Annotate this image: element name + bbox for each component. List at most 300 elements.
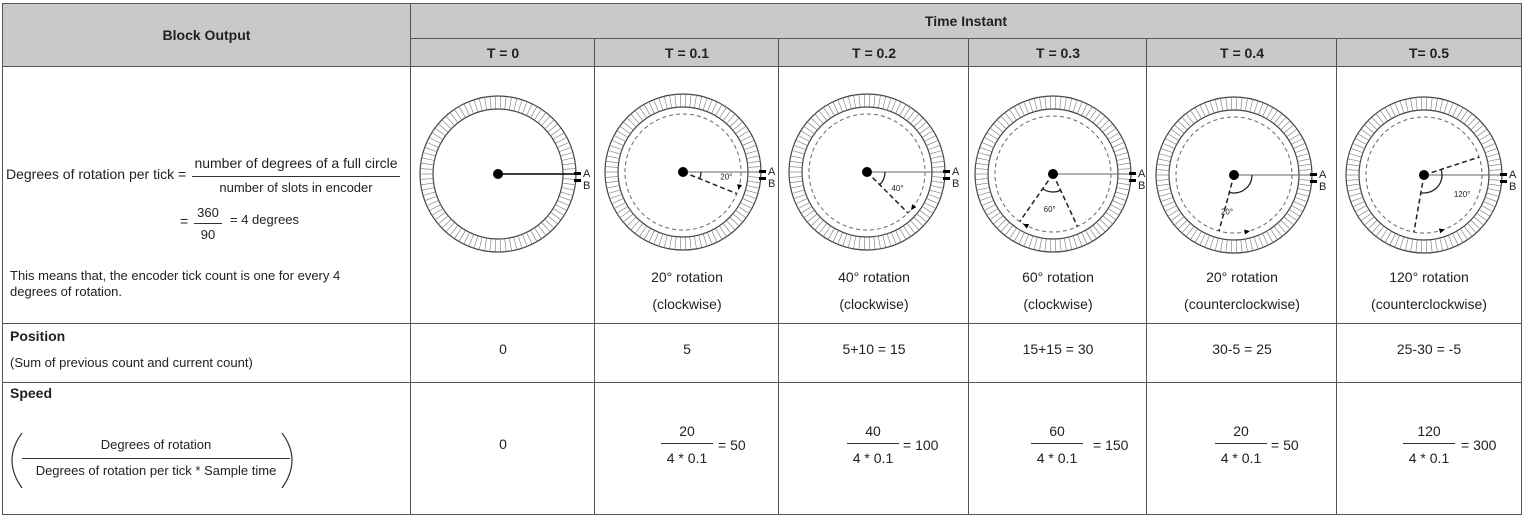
encoder-slot (707, 232, 712, 244)
encoder-slot (796, 198, 808, 203)
encoder-slot (1118, 169, 1131, 170)
encoder-slot (1001, 222, 1010, 232)
encoder-slot (562, 188, 575, 191)
speed-numerator: 120 (1417, 423, 1441, 439)
encoder-slot (1267, 107, 1274, 118)
direction-arrow (1023, 224, 1029, 229)
encoder-center-dot (862, 167, 872, 177)
encoder-slot (1009, 228, 1016, 239)
encoder-slot (1474, 217, 1484, 225)
encoder-slot (719, 226, 726, 237)
encoder-slot (559, 147, 571, 151)
encoder-slot (878, 95, 880, 108)
encoder-slot (789, 167, 802, 168)
encoder-slot (534, 228, 541, 239)
encoder-slot (1064, 97, 1066, 110)
encoder-center-dot (1229, 170, 1239, 180)
encoder-slot (1045, 239, 1046, 252)
encoder-slot (1108, 208, 1119, 215)
encoder-slot (1019, 232, 1025, 244)
encoder-slot (990, 212, 1001, 220)
encoder-slot (807, 122, 817, 130)
header-time-label: T = 0.1 (665, 44, 709, 61)
encoder-slot (1186, 226, 1194, 236)
encoder-center-dot (493, 169, 503, 179)
encoder-note-line2: degrees of rotation. (10, 284, 123, 299)
encoder-slot (429, 137, 440, 143)
encoder-slot (422, 188, 435, 191)
sensor-b-label: B (1509, 181, 1517, 193)
speed-denominator: 4 * 0.1 (1220, 450, 1262, 466)
encoder-slot (907, 223, 915, 233)
encoder-slot (659, 234, 663, 246)
encoder-slot (1293, 143, 1305, 148)
encoder-slot (1488, 159, 1501, 162)
encoder-slot (612, 140, 624, 145)
encoder-slot (425, 196, 437, 200)
encoder-slot (1060, 239, 1061, 252)
encoder-slot (801, 206, 812, 213)
encoder-slot (610, 145, 622, 149)
sensor-a-label: A (952, 166, 960, 178)
header-time-label: T = 0.4 (1220, 44, 1264, 61)
position-value: 25-30 = -5 (1396, 341, 1462, 357)
encoder-slot (1171, 213, 1182, 221)
encoder-slot (726, 114, 735, 124)
encoder-slot (980, 147, 992, 151)
encoder-slot (1073, 100, 1077, 112)
encoder-slot (1112, 142, 1124, 147)
encoder-slot (707, 100, 712, 112)
encoder-slot (978, 192, 990, 196)
encoder-slot (1258, 103, 1263, 115)
encoder-slot (1254, 237, 1258, 249)
encoder-slot (563, 179, 576, 180)
encoder-slot (1156, 170, 1169, 171)
sensor-a-label: A (1509, 169, 1517, 181)
encoder-slot (420, 179, 433, 180)
sensor-a-label: A (1138, 168, 1146, 180)
encoder-slot (1284, 217, 1294, 225)
encoder-slot (649, 230, 655, 242)
encoder-slot (1262, 233, 1268, 245)
encoder-slot (1093, 225, 1101, 235)
encoder-slot (608, 190, 620, 194)
encoder-slot (1215, 238, 1218, 251)
speed-numerator: 40 (865, 423, 881, 439)
encoder-slot (649, 102, 655, 114)
encoder-slot (627, 217, 636, 226)
encoder-slot (1161, 148, 1173, 152)
encoder-slot (607, 186, 620, 189)
grid-line (2, 514, 1522, 515)
angle-label: 60° (1043, 204, 1056, 214)
encoder-slot (505, 96, 506, 109)
header-time-label: T = 0.2 (852, 44, 896, 61)
encoder-slot (931, 181, 944, 183)
encoder-slot (1464, 226, 1472, 236)
encoder-slot (1293, 201, 1305, 206)
encoder-center-dot (1419, 170, 1429, 180)
encoder-slot (742, 140, 754, 145)
encoder-slot (807, 214, 817, 222)
encoder-slot (1178, 121, 1187, 130)
encoder-slot (1488, 164, 1501, 166)
encoder-wheel (420, 96, 591, 252)
encoder-slot (664, 96, 667, 109)
encoder-slot (562, 183, 575, 185)
encoder-slot (553, 208, 564, 215)
encoder-slot (1452, 105, 1458, 117)
encoder-slot (823, 226, 830, 237)
encoder-slot (464, 104, 470, 116)
encoder-slot (1358, 209, 1369, 216)
encoder-slot (1400, 237, 1404, 249)
encoder-slot (1380, 110, 1387, 121)
header-time-label: T= 0.5 (1408, 44, 1450, 61)
encoder-slot (1368, 121, 1377, 130)
encoder-slot (541, 116, 550, 126)
encoder-slot (474, 236, 478, 248)
encoder-slot (438, 216, 448, 224)
encoder-slot (976, 163, 989, 165)
encoder-slot (1086, 106, 1093, 117)
encoder-slot (548, 124, 558, 132)
encoder-slot (929, 151, 941, 155)
encoder-slot (733, 122, 743, 130)
encoder-slot (984, 137, 995, 143)
encoder-slot (928, 194, 940, 198)
equation-denominator: 90 (200, 227, 216, 242)
rotation-direction: (clockwise) (1023, 296, 1093, 312)
encoder-slot (690, 237, 691, 250)
encoder-slot (997, 120, 1006, 129)
encoder-slot (993, 216, 1003, 224)
encoder-slot (859, 94, 860, 107)
encoder-slot (635, 223, 643, 233)
sensor-a-mark (759, 170, 766, 173)
start-position-line (1424, 157, 1479, 175)
formula-numerator: number of degrees of a full circle (194, 155, 398, 171)
encoder-slot (1250, 238, 1253, 251)
encoder-slot (711, 230, 717, 242)
sensor-b-label: B (768, 178, 776, 190)
encoder-slot (1348, 159, 1361, 162)
encoder-slot (427, 200, 439, 205)
encoder-slot (1114, 196, 1126, 200)
encoder-slot (924, 203, 935, 209)
encoder-slot (562, 163, 575, 165)
formula-denominator: number of slots in encoder (219, 180, 373, 195)
encoder-slot (1355, 206, 1366, 212)
encoder-slot (1115, 192, 1127, 196)
angle-label: 40° (891, 184, 904, 194)
encoder-slot (1156, 180, 1169, 181)
speed-fraction-line (1215, 443, 1267, 444)
encoder-slot (931, 156, 944, 159)
encoder-slot (910, 114, 919, 124)
encoder-slot (669, 236, 671, 249)
encoder-slot (895, 230, 901, 242)
encoder-slot (833, 230, 839, 242)
encoder-slot (1416, 240, 1417, 253)
encoder-slot (1157, 164, 1170, 166)
encoder-slot (623, 122, 633, 130)
encoder-slot (1390, 233, 1396, 245)
encoder-slot (853, 236, 855, 249)
encoder-slot (1298, 164, 1311, 166)
encoder-slot (883, 96, 886, 109)
encoder-slot (819, 223, 827, 233)
encoder-slot (745, 190, 757, 194)
encoder-slot (1112, 200, 1124, 205)
encoder-slot (1291, 206, 1302, 212)
encoder-slot (1281, 220, 1290, 229)
encoder-slot (484, 97, 486, 110)
encoder-slot (421, 163, 434, 165)
encoder-slot (531, 106, 538, 117)
encoder-slot (1483, 201, 1495, 206)
encoder-slot (1001, 116, 1010, 126)
encoder-slot (1270, 229, 1277, 240)
encoder-slot (843, 98, 847, 110)
rotated-position-line (1219, 175, 1234, 231)
encoder-slot (747, 161, 760, 163)
encoder-wheel (605, 94, 776, 250)
speed-value-zero: 0 (499, 436, 507, 452)
encoder-slot (1435, 98, 1437, 111)
encoder-slot (1295, 148, 1307, 152)
encoder-slot (1349, 154, 1361, 158)
encoder-slot (1159, 193, 1171, 197)
direction-arrow (911, 204, 916, 210)
encoder-slot (526, 104, 532, 116)
encoder-slot (1106, 128, 1117, 136)
encoder-slot (789, 177, 802, 178)
encoder-slot (1157, 184, 1170, 186)
encoder-slot (1405, 238, 1408, 251)
encoder-slot (694, 95, 696, 108)
encoder-slot (617, 131, 628, 138)
encoder-slot (1485, 197, 1497, 201)
rotation-amount: 20° rotation (651, 269, 723, 285)
encoder-slot (1364, 125, 1374, 133)
speed-title: Speed (10, 385, 53, 401)
encoder-slot (1385, 107, 1392, 118)
encoder-slot (509, 238, 511, 251)
equation-numerator: 360 (197, 205, 219, 220)
encoder-slot (1376, 226, 1384, 236)
encoder-slot (726, 220, 735, 230)
speed-result: = 150 (1093, 437, 1129, 453)
encoder-slot (903, 107, 910, 118)
position-value: 15+15 = 30 (1022, 341, 1094, 357)
encoder-slot (1460, 229, 1467, 240)
encoder-slot (435, 212, 446, 220)
encoder-slot (555, 205, 566, 211)
encoder-slot (1431, 240, 1432, 253)
encoder-slot (1485, 148, 1497, 152)
encoder-slot (518, 236, 522, 248)
encoder-slot (987, 133, 998, 140)
encoder-slot (900, 228, 907, 239)
encoder-slot (1448, 103, 1453, 115)
encoder-slot (1287, 129, 1298, 137)
rotation-direction: (counterclockwise) (1184, 296, 1300, 312)
encoder-slot (1045, 96, 1046, 109)
encoder-slot (614, 203, 625, 209)
encoder-slot (853, 95, 855, 108)
encoder-slot (1390, 105, 1396, 117)
encoder-slot (446, 116, 455, 126)
sensor-b-label: B (583, 180, 591, 192)
encoder-slot (479, 98, 482, 111)
encoder-slot (929, 190, 941, 194)
speed-fraction-line (847, 443, 899, 444)
position-value: 0 (499, 341, 507, 357)
encoder-slot (1281, 121, 1290, 130)
position-value: 5+10 = 15 (842, 341, 906, 357)
speed-numerator: 20 (679, 423, 695, 439)
encoder-slot (1274, 114, 1282, 124)
encoder-center-dot (678, 167, 688, 177)
sensor-b-label: B (952, 178, 960, 190)
encoder-slot (459, 106, 466, 117)
encoder-slot (644, 228, 651, 239)
encoder-slot (1073, 236, 1077, 248)
encoder-slot (920, 126, 931, 134)
encoder-slot (1296, 193, 1308, 197)
encoder-slot (874, 237, 875, 250)
sensor-a-mark (1500, 173, 1507, 176)
encoder-slot (422, 158, 435, 161)
encoder-slot (1477, 129, 1488, 137)
encoder-slot (928, 145, 940, 149)
encoder-slot (975, 179, 988, 180)
encoder-slot (450, 225, 458, 235)
encoder-wheel (1156, 97, 1327, 253)
encoder-slot (914, 217, 923, 226)
encoder-slot (1440, 99, 1443, 112)
encoder-slot (848, 96, 851, 109)
encoder-slot (1270, 110, 1277, 121)
encoder-slot (792, 151, 804, 155)
encoder-slot (1435, 239, 1437, 252)
rotated-position-line (1414, 175, 1424, 232)
encoder-slot (747, 186, 760, 189)
encoder-slot (1110, 137, 1121, 143)
encoder-slot (450, 113, 458, 123)
encoder-slot (1489, 180, 1502, 181)
rotation-amount: 60° rotation (1022, 269, 1094, 285)
encoder-slot (1186, 114, 1194, 124)
encoder-slot (1195, 107, 1202, 118)
encoder-slot (1353, 143, 1365, 148)
angle-label: 20° (720, 172, 733, 182)
encoder-slot (1081, 104, 1087, 116)
encoder-slot (1241, 97, 1242, 110)
encoder-slot (1069, 98, 1072, 111)
encoder-slot (545, 120, 554, 129)
encoder-slot (740, 135, 751, 141)
rotation-amount: 20° rotation (1206, 269, 1278, 285)
encoder-slot (1298, 184, 1311, 186)
encoder-slot (1245, 239, 1247, 252)
encoder-slot (1353, 201, 1365, 206)
encoder-slot (1220, 239, 1222, 252)
encoder-slot (639, 226, 646, 237)
encoder-slot (975, 169, 988, 170)
encoder-slot (610, 194, 622, 198)
encoder-slot (874, 94, 875, 107)
encoder-slot (1190, 229, 1197, 240)
encoder-slot (1089, 228, 1096, 239)
encoder-slot (887, 234, 891, 246)
encoder-slot (980, 196, 992, 200)
encoder-slot (1195, 231, 1202, 242)
encoder-slot (639, 107, 646, 118)
encoder-slot (551, 128, 562, 136)
encoder-slot (903, 226, 910, 237)
encoder-slot (1355, 138, 1366, 144)
encoder-slot (932, 167, 945, 168)
rotation-amount: 120° rotation (1389, 269, 1469, 285)
encoder-slot (982, 142, 994, 147)
encoder-slot (1241, 240, 1242, 253)
encoder-slot (1277, 223, 1286, 233)
encoder-slot (1182, 117, 1191, 127)
encoder-slot (479, 237, 482, 250)
encoder-slot (1488, 184, 1501, 186)
encoder-slot (733, 214, 743, 222)
encoder-wheel (789, 94, 960, 250)
encoder-slot (993, 124, 1003, 132)
sensor-b-mark (943, 177, 950, 180)
encoder-slot (1289, 134, 1300, 141)
encoder-slot (1486, 193, 1498, 197)
encoder-slot (977, 158, 990, 161)
equation-result: = 4 degrees (230, 212, 300, 227)
encoder-slot (1385, 231, 1392, 242)
encoder-slot (1117, 183, 1130, 185)
encoder-slot (1471, 220, 1480, 229)
encoder-slot (620, 126, 631, 134)
encoder-slot (1410, 98, 1412, 111)
encoder-slot (1103, 124, 1113, 132)
position-value: 5 (683, 341, 691, 357)
encoder-slot (926, 198, 938, 203)
encoder-slot (669, 95, 671, 108)
encoder-slot (421, 183, 434, 185)
encoder-slot (469, 234, 474, 246)
encoder-slot (917, 214, 927, 222)
encoder-slot (538, 225, 546, 235)
encoder-slot (798, 203, 809, 209)
position-title: Position (10, 328, 66, 344)
speed-formula-denominator: Degrees of rotation per tick * Sample time (35, 463, 277, 478)
encoder-slot (1351, 197, 1363, 201)
encoder-slot (859, 237, 860, 250)
sensor-b-label: B (1319, 181, 1327, 193)
speed-result: = 50 (1271, 437, 1299, 453)
encoder-slot (1262, 105, 1268, 117)
equation-equals: = (180, 213, 189, 229)
encoder-slot (1200, 233, 1206, 245)
encoder-slot (557, 200, 569, 205)
encoder-slot (1364, 217, 1374, 225)
encoder-slot (1361, 213, 1372, 221)
encoder-slot (1110, 205, 1121, 211)
